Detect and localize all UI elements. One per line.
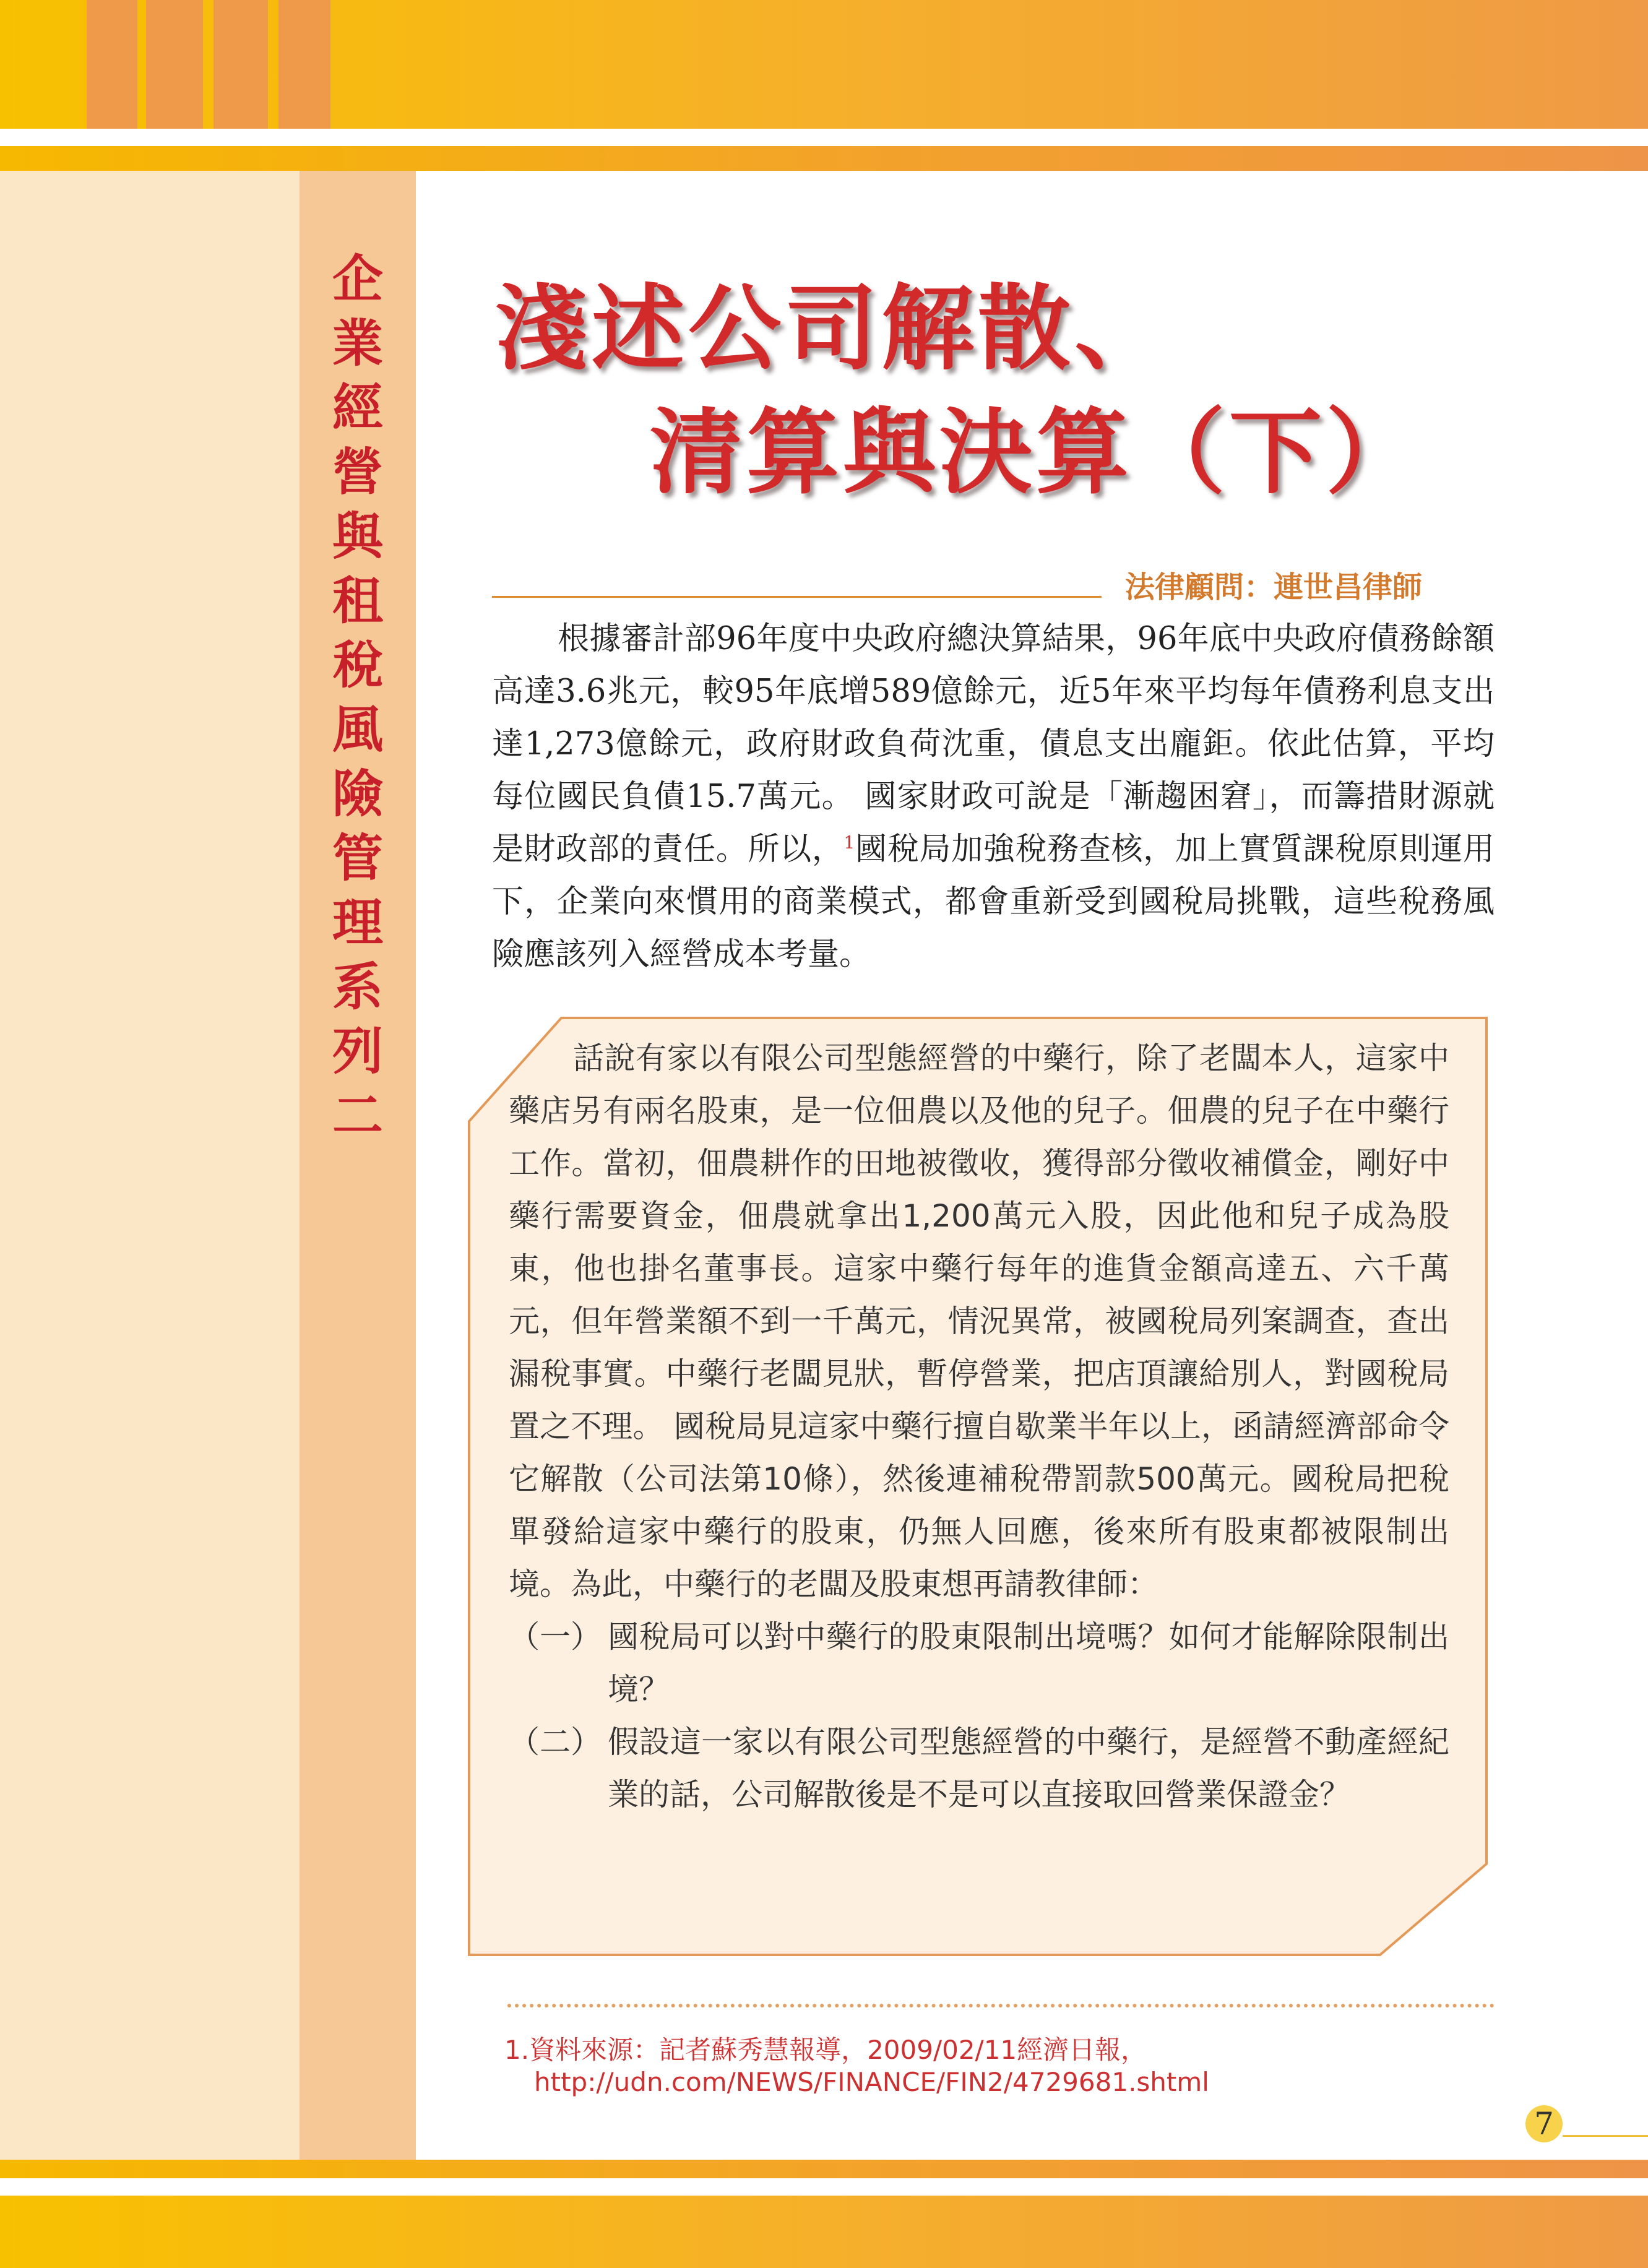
question-text: 國稅局可以對中藥行的股東限制出境嗎？如何才能解除限制出境？ (608, 1619, 1449, 1707)
series-char: 二 (332, 1087, 383, 1145)
article-title-line-2: 清算與決算（下） (650, 399, 1423, 507)
question-item (509, 1716, 1449, 1821)
author-rule (492, 596, 1102, 598)
question-item (509, 1611, 1449, 1716)
bottom-banner (0, 2196, 1648, 2268)
series-char: 管 (332, 829, 383, 888)
author-byline: 法律顧問：連世昌律師 (1125, 570, 1423, 605)
top-banner-stripe (146, 0, 203, 129)
left-margin-panel (0, 171, 300, 2160)
top-banner-stripe (214, 0, 268, 129)
series-title (300, 248, 416, 1149)
case-content (509, 1032, 1449, 1821)
question-label: （二） (509, 1724, 602, 1760)
series-char: 企 (332, 250, 383, 309)
top-rule (0, 146, 1648, 171)
footnote-reference: 1 (843, 832, 855, 853)
series-char: 經 (332, 379, 383, 438)
series-char: 與 (332, 507, 383, 566)
page-number-rule (1563, 2135, 1648, 2137)
page-number: 7 (1525, 2105, 1563, 2142)
footnote-divider (507, 2004, 1495, 2007)
intro-text-2: 國稅局加強稅務查核，加上實質課稅原則運用下，企業向來慣用的商業模式，都會重新受到國稅局挑戰，這些稅務風險應該列入經營成本考量。 (492, 831, 1495, 973)
series-char: 系 (332, 958, 383, 1017)
series-char: 租 (332, 572, 383, 631)
footnote-url: http://udn.com/NEWS/FINANCE/FIN2/4729681.shtml (534, 2067, 1209, 2097)
top-banner-stripe (278, 0, 330, 129)
series-char: 理 (332, 894, 383, 952)
article-title-line-1: 淺述公司解散、 (495, 275, 1171, 383)
series-char: 列 (332, 1022, 383, 1081)
series-char: 風 (332, 701, 383, 759)
intro-text-1: 根據審計部96年度中央政府總決算結果，96年底中央政府債務餘額高達3.6兆元，較95年底增589億餘元，近5年來平均每年債務利息支出達1,273億餘元，政府財政負荷沈重，債息支出龐鉅。依此估算，平均每位國民負債15.7萬元。 國家財政可說是「漸趨困窘」，而籌措財源就是財政部的責任。所以， (492, 621, 1495, 868)
footnote-source: 1.資料來源：記者蘇秀慧報導，2009/02/11經濟日報， (504, 2035, 1147, 2065)
series-char: 業 (332, 314, 383, 373)
intro-paragraph (492, 613, 1495, 981)
series-char: 營 (332, 443, 383, 502)
bottom-rule (0, 2160, 1648, 2178)
question-label: （一） (509, 1619, 602, 1655)
series-char: 稅 (332, 636, 383, 695)
question-text: 假設這一家以有限公司型態經營的中藥行，是經營不動產經紀業的話，公司解散後是不是可以直接取回營業保證金？ (608, 1724, 1449, 1813)
case-paragraph: 話說有家以有限公司型態經營的中藥行，除了老闆本人，這家中藥店另有兩名股東，是一位佃農以及他的兒子。佃農的兒子在中藥行工作。當初，佃農耕作的田地被徵收，獲得部分徵收補償金，剛好中藥行需要資金，佃農就拿出1,200萬元入股，因此他和兒子成為股東，他也掛名董事長。這家中藥行每年的進貨金額高達五、六千萬元，但年營業額不到一千萬元，情況異常，被國稅局列案調查，查出漏稅事實。中藥行老闆見狀，暫停營業，把店頂讓給別人，對國稅局置之不理。 國稅局見這家中藥行擅自歇業半年以上，函請經濟部命令它解散（公司法第10條），然後連補稅帶罰款500萬元。國稅局把稅單發給這家中藥行的股東，仍無人回應，後來所有股東都被限制出境。為此，中藥行的老闆及股東想再請教律師： (509, 1040, 1449, 1602)
series-char: 險 (332, 765, 383, 824)
top-banner-stripe (87, 0, 137, 129)
